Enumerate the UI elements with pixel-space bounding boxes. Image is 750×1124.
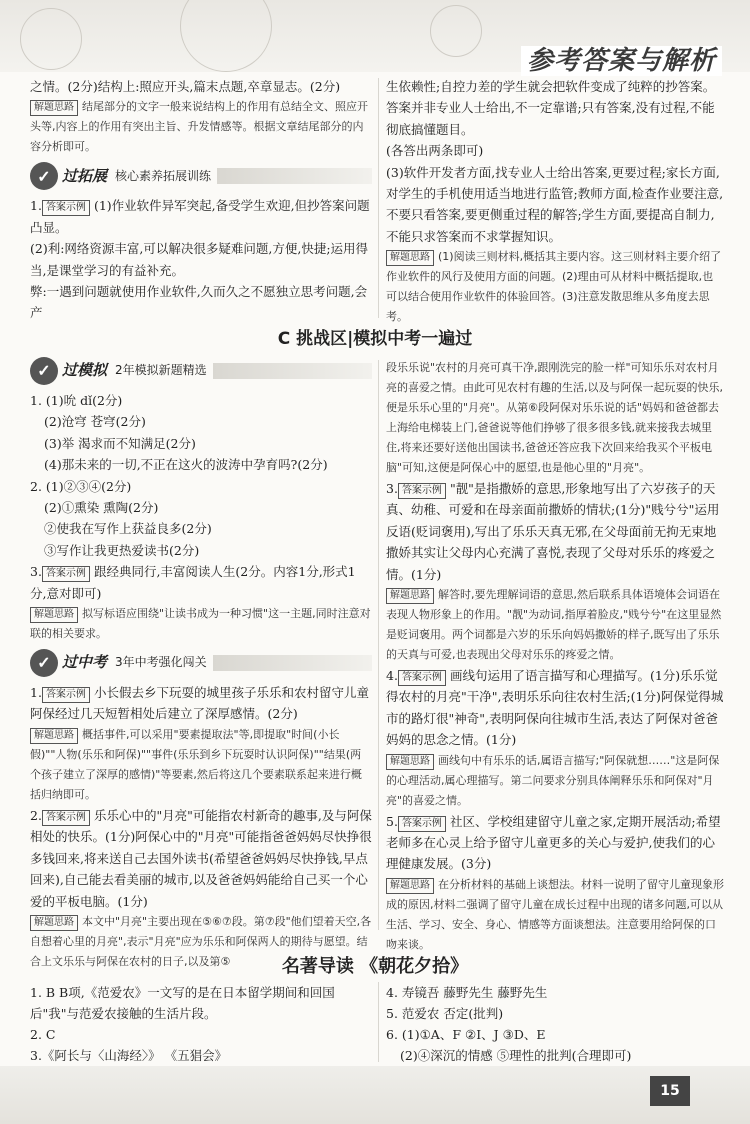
analysis-tag: 解题思路 [386, 250, 434, 266]
question-1: 1. 答案示例 小长假去乡下玩耍的城里孩子乐乐和农村留守儿童阿保经过几天短暂相处后建立了深厚感情。(2分) [30, 685, 369, 722]
text-line: 6. (1)①A、F ②I、J ③D、E [386, 1027, 546, 1042]
answer-tag: 答案示例 [398, 483, 446, 499]
challenge-title: C 挑战区|模拟中考一遍过 [277, 329, 473, 349]
section-header-tuozhan [30, 163, 372, 189]
text-line: 弊:一遇到问题就使用作业软件,久而久之不愿独立思考问题,会产 [30, 284, 368, 321]
analysis-block [30, 97, 372, 157]
analysis-block: 解题思路 本文中"月亮"主要出现在⑤⑥⑦段。第⑦段"他们望着天空,各自想着心里的月亮",表示"月亮"应为乐乐和阿保两人的期待与愿望。结合上文乐乐与阿保在农村的日子,以及第⑤ [30, 914, 372, 968]
header-banner [0, 0, 750, 76]
text-line: 3.《阿长与〈山海经〉》 《五猖会》 [30, 1048, 228, 1063]
section-subtitle: 核心素养拓展训练 [115, 168, 212, 183]
section-subtitle: 3年中考强化闯关 [115, 655, 207, 670]
check-icon: ✓ [30, 357, 58, 385]
analysis-block: 解题思路 (1)阅读三则材料,概括其主要内容。这三则材料主要介绍了作业软件的风行及使用方面的问题。(2)理由可从材料中概括提取,也可以结合使用作业软件的体验回答。(3)注意发散思维从多角度去思考。 [386, 250, 722, 324]
text-line: (2)①熏染 熏陶(2分) [44, 500, 159, 516]
text-line: (2)④深沉的情感 ⑤理性的批判(合理即可) [400, 1048, 632, 1063]
classics-right [386, 982, 724, 1066]
analysis-block: 解题思路 在分析材料的基础上谈想法。材料一说明了留守儿童现象形成的原因,材料二强调了留守儿童在成长过程中出现的诸多问题,可以从生活、学习、安全、身心、情感等方面谈想法。注意要用给阿保的口吻来谈。 [386, 877, 724, 951]
section-title: 过拓展 [62, 166, 108, 185]
header-title: 参考答案与解析 [521, 40, 722, 77]
left-column-mid [30, 358, 372, 972]
footer-band [0, 1066, 750, 1124]
text-line: (2)沧穹 苍穹(2分) [44, 414, 146, 430]
section-subtitle: 2年模拟新题精选 [115, 363, 207, 378]
section-bar [213, 655, 372, 671]
text-line: (2)利:网络资源丰富,可以解决很多疑难问题,方便,快捷;运用得当,是课堂学习的有益补充。 [30, 241, 369, 278]
text-line: 1. B B项,《范爱农》一文写的是在日本留学期间和回国后"我"与范爱农接触的生活片段。 [30, 985, 335, 1021]
section-header-zhongkao [30, 650, 372, 676]
analysis-block: 解题思路 画线句中有乐乐的话,属语言描写;"阿保就想……"这是阿保的心理活动,属心理描写。第二问要求分别具体阐释乐乐和阿保对"月亮"的喜爱之情。 [386, 753, 720, 807]
text-line: (3)软件开发者方面,找专业人士给出答案,更要过程;家长方面,对学生的手机使用适当地进行监管;教师方面,检查作业要注意,不要只看答案,要更侧重过程的解答;学生方面,要提高自制力,不能只求答案而不求掌握知识。 [386, 164, 724, 244]
check-icon: ✓ [30, 162, 58, 190]
analysis-text: 结尾部分的文字一般来说结构上的作用有总结全文、照应开头等,内容上的作用有突出主旨、升发情感等。根据文章结尾部分的内容分析即可。 [30, 100, 368, 154]
question-3: 3. 答案示例 跟经典同行,丰富阅读人生(2分。内容1分,形式1分,意对即可) [30, 564, 356, 601]
text-line: 2. C [30, 1027, 56, 1042]
question-2: 2. 答案示例 乐乐心中的"月亮"可能指农村新奇的趣事,及与阿保相处的快乐。(1分)阿保心中的"月亮"可能指爸爸妈妈尽快挣很多钱回来,将来送自己去国外读书(希望爸爸妈妈尽快挣钱,早点回来),自己能去看美丽的城市,以及爸爸妈妈能给自己买一个心爱的平板电脑。(1分) [30, 807, 372, 909]
section-header-moni [30, 358, 372, 384]
left-column-top [30, 76, 372, 324]
right-column-mid [386, 358, 724, 955]
column-divider [378, 78, 379, 318]
analysis-tag: 解题思路 [30, 100, 78, 116]
section-title: 过中考 [62, 653, 108, 672]
analysis-tag: 解题思路 [30, 607, 78, 623]
text-line: 5. 范爱农 否定(批判) [386, 1006, 504, 1021]
question-4: 4. 答案示例 画线句运用了语言描写和心理描写。(1分)乐乐觉得农村的月亮"干净",表明乐乐向往农村生活;(1分)阿保觉得城市的路灯很"神奇",表明阿保向往城市生活,表达了阿保对爸爸妈妈的思念之情。(1分) [386, 668, 724, 748]
analysis-block: 解题思路 解答时,要先理解词语的意思,然后联系具体语境体会词语在表现人物形象上的作用。"靓"为动词,指厚着脸皮,"贱兮兮"在这里显然是贬词褒用。两个词都是六岁的乐乐向妈妈撒娇的样子,既写出了乐乐的天真与可爱,也表现出父母对乐乐的疼爱之情。 [386, 588, 722, 662]
column-divider [378, 360, 379, 930]
analysis-tag: 解题思路 [386, 754, 434, 770]
classics-title: 名著导读 《朝花夕拾》 [281, 956, 469, 977]
analysis-tag: 解题思路 [386, 588, 434, 604]
doodle-circle [20, 8, 82, 70]
text-line: 4. 寿镜吾 藤野先生 藤野先生 [386, 985, 548, 1000]
question-5: 5. 答案示例 社区、学校组建留守儿童之家,定期开展活动;希望老师多在心灵上给予留守儿童更多的关心与爱护,使我们的心理健康发展。(3分) [386, 813, 721, 872]
answer-tag: 答案示例 [42, 810, 90, 826]
text-line: 2. (1)②③④(2分) [30, 478, 132, 494]
answer-tag: 答案示例 [42, 566, 90, 582]
question-1: 1. 答案示例 (1)作业软件异军突起,备受学生欢迎,但抄答案问题凸显。 [30, 198, 370, 235]
text-line: (各答出两条即可) [386, 143, 484, 159]
doodle-circle [430, 5, 482, 57]
answer-tag: 答案示例 [398, 670, 446, 686]
analysis-block: 解题思路 拟写标语应围绕"让读书成为一种习惯"这一主题,同时注意对联的相关要求。 [30, 607, 371, 641]
question-3: 3. 答案示例 "靓"是指撒娇的意思,形象地写出了六岁孩子的天真、幼稚、可爱和在母亲面前撒娇的情状;(1分)"贱兮兮"运用反语(贬词褒用),写出了乐乐天真无邪,在父母面前无拘无束地撒娇其实让父母内心充满了喜悦,表现了父母对乐乐的疼爱之情。(1分) [386, 481, 720, 582]
text-line: (4)那未来的一切,不正在这火的波涛中孕育吗?(2分) [44, 457, 328, 473]
page-number: 15 [650, 1076, 690, 1106]
text-line: 生依赖性;自控力差的学生就会把软件变成了纯粹的抄答案。答案并非专业人士给出,不一定靠谱;只有答案,没有过程,不能彻底搞懂题目。 [386, 79, 716, 137]
classics-left [30, 982, 370, 1066]
analysis-tag: 解题思路 [30, 915, 78, 931]
section-bar [213, 363, 372, 379]
section-bar [217, 168, 372, 184]
text-line: ③写作让我更热爱读书(2分) [44, 542, 200, 558]
analysis-tag: 解题思路 [386, 878, 434, 894]
section-title: 过模拟 [62, 361, 108, 380]
doodle-circle [180, 0, 272, 72]
column-divider [378, 982, 379, 1062]
analysis-tag: 解题思路 [30, 728, 78, 744]
check-icon: ✓ [30, 649, 58, 677]
text-line: 之情。(2分)结构上:照应开头,篇末点题,卒章显志。(2分) [30, 79, 341, 94]
text-line: (3)举 渴求而不知满足(2分) [44, 435, 196, 451]
text-line: ②使我在写作上获益良多(2分) [44, 521, 212, 537]
text-line: 1. (1)吮 dǐ(2分) [30, 393, 123, 408]
analysis-block: 解题思路 概括事件,可以采用"要素提取法"等,即提取"时间(小长假)""人物(乐乐和阿保)""事件(乐乐到乡下玩耍时认识阿保)""结果(两个孩子建立了深厚的感情)"等要素,然后将这几个要素联系起来进行概括归纳即可。 [30, 727, 362, 801]
answer-tag: 答案示例 [42, 687, 90, 703]
answer-tag: 答案示例 [398, 816, 446, 832]
right-column-top [386, 76, 724, 327]
analysis-continued: 段乐乐说"农村的月亮可真干净,跟刚洗完的脸一样"可知乐乐对农村月亮的喜爱之情。由此可见农村有趣的生活,以及与阿保一起玩耍的快乐,便是乐乐心里的"月亮"。从第⑥段阿保对乐乐说的话"妈妈和爸爸都去上海给电梯装上门,爸爸说等他们挣够了很多很多钱,就来接我去城里住,将来还要好送他出国读书,爸爸还答应我下次回来给我买个平板电脑"可知,这便是阿保心中的愿望,也是他心里的"月亮"。 [386, 361, 723, 474]
answer-tag: 答案示例 [42, 200, 90, 216]
